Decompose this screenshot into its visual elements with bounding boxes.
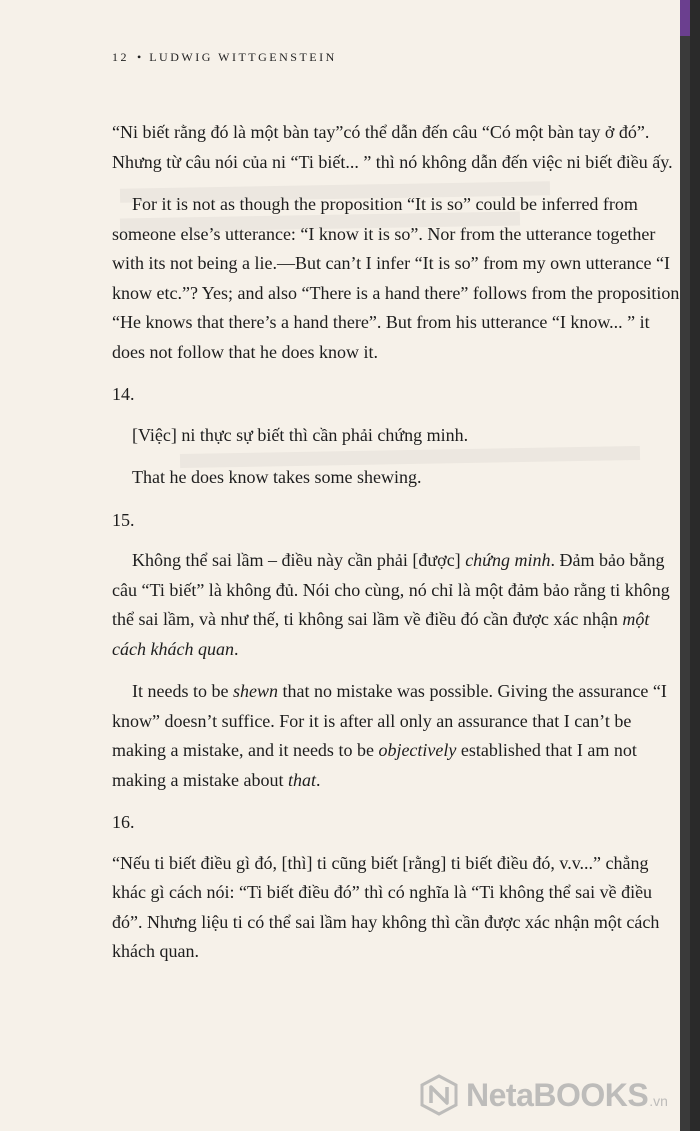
running-title: LUDWIG WITTGENSTEIN [149, 50, 337, 64]
paragraph-vi-2: [Việc] ni thực sự biết thì cần phải chứng minh. [132, 424, 469, 445]
paragraph-vi-4: “Nếu ti biết điều gì đó, [thì] ti cũng biết [rằng] ti biết điều đó, v.v...” chẳng khác gì cách nói: “Ti biết điều đó” thì có nghĩa là “Ti không thể sai về điều đó”. Nhưng liệu ti có thể sai lầm hay không thì cần được xác nhận một cách khách quan. [112, 852, 660, 961]
paragraph-en-2: That he does know takes some shewing. [132, 467, 422, 487]
text-run: established that I am not making a mistake about [112, 740, 637, 790]
section-number-16: 16. [112, 812, 135, 832]
text-run: . [233, 638, 239, 659]
paragraph-en-3 [112, 677, 682, 795]
page-body [112, 118, 682, 980]
section-number-15: 15. [112, 509, 135, 530]
text-run: It needs to be [132, 681, 233, 701]
emphasis: một cách khách quan [112, 609, 650, 659]
section-number-14: 14. [112, 384, 135, 404]
paragraph-vi-3 [112, 546, 682, 664]
netabooks-logo-icon [418, 1074, 460, 1116]
paragraph-vi-1: “Ni biết rằng đó là một bàn tay”có thể dẫn đến câu “Có một bàn tay ở đó”. Nhưng từ câu nói của ni “Ti biết... ” thì nó không dẫn đến việc ni biết điều ấy. [112, 122, 673, 172]
emphasis: shewn [232, 681, 278, 701]
header-separator: • [137, 50, 142, 64]
text-run: . [315, 769, 321, 790]
paragraph-en-1: For it is not as though the proposition “It is so” could be inferred from someone else’s utterance: “I know it is so”. Nor from the utterance together with its not being a lie.—But can’t I infer “It is so” from my own utterance “I know etc.”? Yes; and also “There is a hand there” follows from the proposition “He knows that there’s a hand there”. But from his utterance “I know... ” it does not follow that he does know it. [112, 194, 680, 362]
text-run: that no mistake was possible. Giving the assurance “I know” doesn’t suffice. For it is after all only an assurance that I can’t be making a mistake, and it needs to be [112, 681, 667, 760]
emphasis: objectively [378, 740, 457, 760]
watermark-suffix: .vn [649, 1093, 668, 1109]
site-watermark [418, 1070, 688, 1120]
text-run: Không thể sai lầm – điều này cần phải [được] [132, 550, 466, 570]
emphasis: chứng minh [465, 550, 551, 570]
emphasis: that [287, 769, 316, 790]
page-edge-accent [680, 0, 690, 36]
page-number: 12 [112, 50, 129, 64]
text-run: . Đảm bảo bằng câu “Ti biết” là không đủ. Nói cho cùng, nó chỉ là một đảm bảo rằng ti không thể sai lầm, và như thế, ti không sai lầm về điều đó cần được xác nhận [112, 550, 670, 629]
running-header [112, 50, 337, 65]
watermark-brand: NetaBOOKS [466, 1076, 649, 1113]
